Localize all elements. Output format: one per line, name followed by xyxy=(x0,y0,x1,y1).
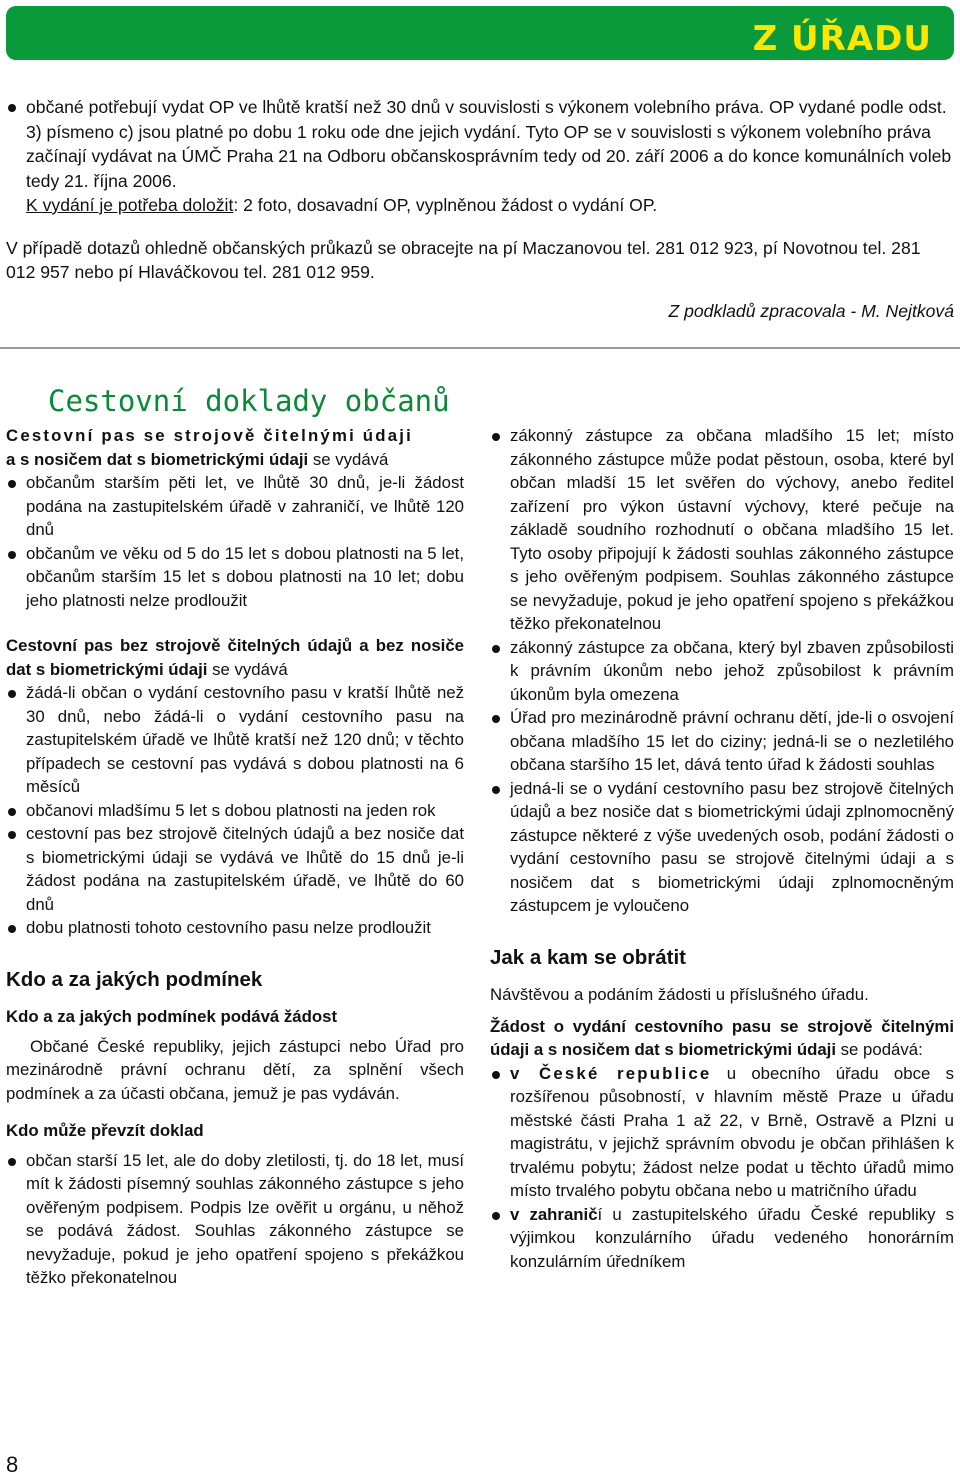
list-item-czech xyxy=(490,1062,954,1203)
heading-nonbiometric-tail: se vydává xyxy=(207,659,288,679)
abroad-label: v zahranič xyxy=(510,1204,598,1224)
header-bar xyxy=(6,6,954,60)
list-item: Úřad pro mezinárodně právní ochranu dětí, jde-li o osvojení občana mladšího 15 let do ciziny; jedná-li se o nezletilého občana staršího 15 let, dává tento úřad k žádosti souhlas xyxy=(490,706,954,777)
page-number: 8 xyxy=(6,1452,19,1477)
heading-nonbiometric xyxy=(6,634,464,681)
list-item: dobu platnosti tohoto cestovního pasu nelze prodloužit xyxy=(6,916,464,940)
left-column xyxy=(6,424,464,1290)
list-item-abroad xyxy=(490,1203,954,1274)
intro-required-label: K vydání je potřeba doložit xyxy=(26,195,234,215)
czech-text: u obecního úřadu obce s rozšířenou působností, v hlavním městě Praze u úřadu městské části Praha 1 až 22, v Brně, Ostravě a Plzni u magistrátu, v jejichž správním obvodu je občan přihlášen k trvalému pobytu; žádost nelze podat u těchto úřadů mimo místo trvalého pobytu občana nebo u matričního úřadu xyxy=(510,1063,954,1200)
intro-bullet xyxy=(6,95,954,218)
heading-biometric-line2 xyxy=(6,448,464,472)
intro-paragraph: občané potřebují vydat OP ve lhůtě kratší než 30 dnů v souvislosti s výkonem volebního práva. OP vydané podle odst. 3) písmeno c) jsou platné po dobu 1 roku ode dne jejich vydání. Tyto OP se v souvislosti s výkonem volebního práva začínají vydávat na ÚMČ Praha 21 na Odboru občanskosprávním tedy od 20. září 2006 a do konce komunálních voleb tedy 21. října 2006. xyxy=(26,97,952,191)
heading-who-applies: Kdo a za jakých podmínek podává žádost xyxy=(6,1007,338,1026)
heading-who-collects: Kdo může převzít doklad xyxy=(6,1121,204,1140)
contact-paragraph: V případě dotazů ohledně občanských průkazů se obracejte na pí Maczanovou tel. 281 012 923, pí Novotnou tel. 281 012 957 nebo pí Hlaváčkovou tel. 281 012 959. xyxy=(6,237,921,282)
section-divider xyxy=(0,347,960,349)
list-item: občanovi mladšímu 5 let s dobou platnosti na jeden rok xyxy=(6,799,464,823)
heading-submit-tail: se podává: xyxy=(836,1040,923,1059)
list-item: občanům starším pěti let, ve lhůtě 30 dnů, je-li žádost podána na zastupitelském úřadě v zahraničí, ve lhůtě 120 dnů xyxy=(6,471,464,542)
list-item: zákonný zástupce za občana, který byl zbaven způsobilosti k právním úkonům nebo jehož způsobilost k právním úkonům byla omezena xyxy=(490,636,954,707)
heading-biometric-tail: se vydává xyxy=(308,449,389,469)
heading-biometric-line1: Cestovní pas se strojově čitelnými údaji xyxy=(6,426,413,445)
heading-conditions: Kdo a za jakých podmínek xyxy=(6,967,263,991)
heading-biometric-bold: a s nosičem dat s biometrickými údaji xyxy=(6,449,309,469)
heading-nonbiometric-bold: Cestovní pas bez strojově čitelných údajů a bez nosiče dat s biometrickými údaji xyxy=(6,636,464,679)
who-applies-text: Občané České republiky, jejich zástupci nebo Úřad pro mezinárodně právní ochranu dětí, za splnění všech podmínek a za účasti občana, jemuž je pas vydáván. xyxy=(6,1036,464,1103)
intro-required-text: : 2 foto, dosavadní OP, vyplněnou žádost o vydání OP. xyxy=(233,195,658,215)
list-item: cestovní pas bez strojově čitelných údajů a bez nosiče dat s biometrickými údaji se vydává ve lhůtě do 15 dnů je-li žádost podána na zastupitelském úřadě, ve lhůtě do 60 dnů xyxy=(6,822,464,916)
intro-section xyxy=(6,95,954,323)
list-item: žádá-li občan o vydání cestovního pasu v kratší lhůtě než 30 dnů, nebo žádá-li o vydání cestovního pasu na zastupitelském úřadě ve lhůtě kratší než 120 dnů; v těchto případech se cestovní pas vydává s dobou platnosti na 6 měsíců xyxy=(6,681,464,799)
author-signature: Z podkladů zpracovala - M. Nejtková xyxy=(668,300,954,321)
section-title: Cestovní doklady občanů xyxy=(48,384,450,418)
heading-where: Jak a kam se obrátit xyxy=(490,945,686,969)
where-intro: Návštěvou a podáním žádosti u příslušného úřadu. xyxy=(490,985,869,1004)
page-title: Z ÚŘADU xyxy=(752,19,932,59)
list-item: občanům ve věku od 5 do 15 let s dobou platnosti na 5 let, občanům starším 15 let s dobou platnosti na 10 let; dobu jeho platnosti nelze prodloužit xyxy=(6,542,464,613)
list-item: jedná-li se o vydání cestovního pasu bez strojově čitelných údajů a bez nosiče dat s biometrickými údaji zplnomocněný zástupce některé z výše uvedených osob, podání žádosti o vydání cestovního pasu se strojově čitelnými údaji a s nosičem dat s biometrickými údaji zplnomocněným zástupcem je vyloučeno xyxy=(490,777,954,918)
right-column xyxy=(490,424,954,1273)
list-item: zákonný zástupce za občana mladšího 15 let; místo zákonného zástupce může podat pěstoun, osoba, které byl občan mladší 15 let svěřen do výchovy, anebo ředitel zařízení pro výkon ústavní výchovy, které pečuje na základě soudního rozhodnutí o občana mladšího 15 let. Tyto osoby připojují k žádosti souhlas zákonného zástupce s jeho ověřeným podpisem. Souhlas zákonného zástupce se nevyžaduje, pokud je jeho opatření spojeno s překážkou těžko překonatelnou xyxy=(490,424,954,636)
czech-label: v České republice xyxy=(510,1063,712,1083)
heading-submit-bold: Žádost o vydání cestovního pasu se strojově čitelnými údaji a s nosičem dat s biometrickými údaji xyxy=(490,1016,954,1059)
heading-submit xyxy=(490,1015,954,1062)
list-item: občan starší 15 let, ale do doby zletilosti, tj. do 18 let, musí mít k žádosti písemný souhlas zákonného zástupce s jeho ověřeným podpisem. Podpis lze ověřit u orgánu, u něhož se podává žádost. Souhlas zákonného zástupce se nevyžaduje, pokud je jeho opatření spojeno s překážkou těžko překonatelnou xyxy=(6,1149,464,1290)
abroad-text: í u zastupitelského úřadu České republiky s výjimkou konzulárního úřadu vedeného honorárním konzulárním úředníkem xyxy=(510,1204,954,1271)
